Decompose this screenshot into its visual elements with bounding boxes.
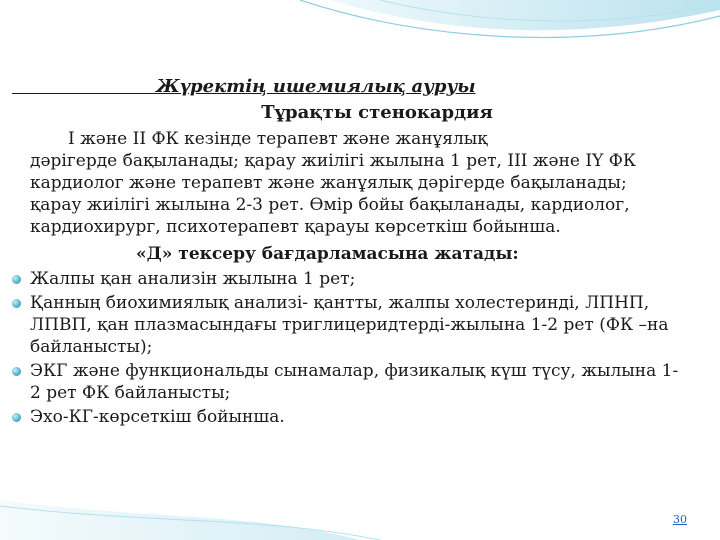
list-item-text: Қанның биохимиялық анализі- қантты, жалпы холестеринді, ЛПНП, ЛПВП, қан плазмасындағы триглицеридтерді-жылына 1-2 рет (ФК –на байланысты); [30,293,669,357]
list-item [12,360,680,404]
bullet-dot-icon [12,367,21,376]
bullet-dot-icon [12,413,21,422]
bullet-dot-icon [12,275,21,284]
slide-content [12,74,702,428]
slide-subtitle: Тұрақты стенокардия [261,102,493,123]
section-heading: «Д» тексеру бағдарламасына жатады: [136,244,519,264]
list-item [12,406,680,428]
title-underline-lead [12,76,156,97]
paragraph-rest: дәрігерде бақыланады; қарау жиілігі жылына 1 рет, ІІІ және ІҮ ФК кардиолог және терапевт және жанұялық дәрігерде бақыланады; қарау жиілігі жылына 2-3 рет. Өмір бойы бақыланады, кардиолог, кардиохирург, психотерапевт қарауы көрсеткіш бойынша. [30,151,637,237]
page-number: 30 [673,513,687,526]
slide-title-text: Жүректің ишемиялық ауруы [156,76,476,97]
paragraph-first-line: І және ІІ ФК кезінде терапевт және жанұялық [68,129,488,149]
slide-title [12,74,702,100]
list-item [12,268,680,290]
observation-paragraph [30,128,670,238]
list-item-text: Эхо-КГ-көрсеткіш бойынша. [30,407,285,427]
list-item [12,292,680,358]
bullet-dot-icon [12,299,21,308]
list-item-text: ЭКГ және функциональды сынамалар, физикалық күш түсу, жылына 1-2 рет ФК байланысты; [30,361,679,403]
bullet-list [12,268,702,428]
list-item-text: Жалпы қан анализін жылына 1 рет; [30,269,356,289]
top-wave-shape [330,0,720,30]
